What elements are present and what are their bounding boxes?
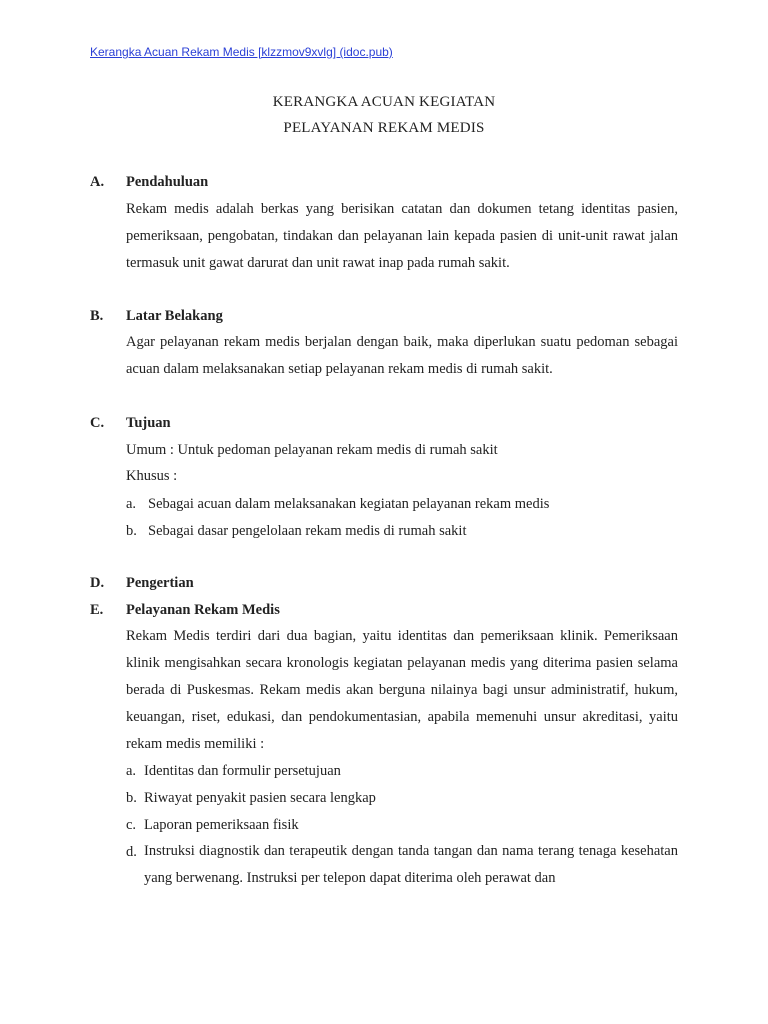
section-letter: B. (90, 308, 104, 324)
list-marker: b. (126, 523, 137, 539)
section-heading: Pengertian (126, 575, 194, 591)
list-marker: a. (126, 763, 137, 779)
tujuan-khusus-label: Khusus : (126, 468, 178, 484)
list-item: Sebagai acuan dalam melaksanakan kegiatan pelayanan rekam medis (148, 496, 550, 512)
source-link[interactable]: Kerangka Acuan Rekam Medis [klzzmov9xvlg] (idoc.pub) (90, 45, 393, 59)
list-item: Laporan pemeriksaan fisik (144, 817, 299, 833)
list-item: Sebagai dasar pengelolaan rekam medis di rumah sakit (148, 523, 467, 539)
section-heading: Pelayanan Rekam Medis (126, 602, 280, 618)
list-marker: c. (126, 817, 137, 833)
section-heading: Latar Belakang (126, 308, 223, 324)
section-heading: Pendahuluan (126, 174, 209, 190)
list-marker: d. (126, 844, 137, 860)
section-heading: Tujuan (126, 415, 171, 431)
tujuan-umum: Umum : Untuk pedoman pelayanan rekam medis di rumah sakit (126, 442, 498, 458)
section-paragraph: Rekam medis adalah berkas yang berisikan catatan dan dokumen tetang identitas pasien, pemeriksaan, pengobatan, tindakan dan pelayanan lain kepada pasien di unit-unit rawat jalan termasuk unit gawat darurat dan unit rawat inap pada rumah sakit. (126, 201, 678, 271)
list-item: Identitas dan formulir persetujuan (144, 763, 341, 779)
document-title-line2: PELAYANAN REKAM MEDIS (283, 120, 485, 136)
list-item: Riwayat penyakit pasien secara lengkap (144, 790, 376, 806)
list-item: Instruksi diagnostik dan terapeutik dengan tanda tangan dan nama terang tenaga kesehatan yang berwenang. Instruksi per telepon dapat diterima oleh perawat dan (144, 843, 678, 886)
section-letter: E. (90, 602, 104, 618)
list-marker: a. (126, 496, 137, 512)
section-letter: C. (90, 415, 105, 431)
document-title-line1: KERANGKA ACUAN KEGIATAN (272, 94, 496, 110)
section-letter: D. (90, 575, 105, 591)
section-paragraph: Agar pelayanan rekam medis berjalan dengan baik, maka diperlukan suatu pedoman sebagai acuan dalam melaksanakan setiap pelayanan rekam medis di rumah sakit. (126, 334, 678, 377)
section-letter: A. (90, 174, 105, 190)
list-marker: b. (126, 790, 137, 806)
section-paragraph: Rekam Medis terdiri dari dua bagian, yaitu identitas dan pemeriksaan klinik. Pemeriksaan klinik mengisahkan secara kronologis kegiatan pelayanan medis yang diterima pasien selama berada di Puskesmas. Rekam medis akan berguna nilainya bagi unsur administratif, hukum, keuangan, riset, edukasi, dan pendokumentasian, apabila memenuhi unsur akreditasi, yaitu rekam medis memiliki : (126, 628, 678, 752)
